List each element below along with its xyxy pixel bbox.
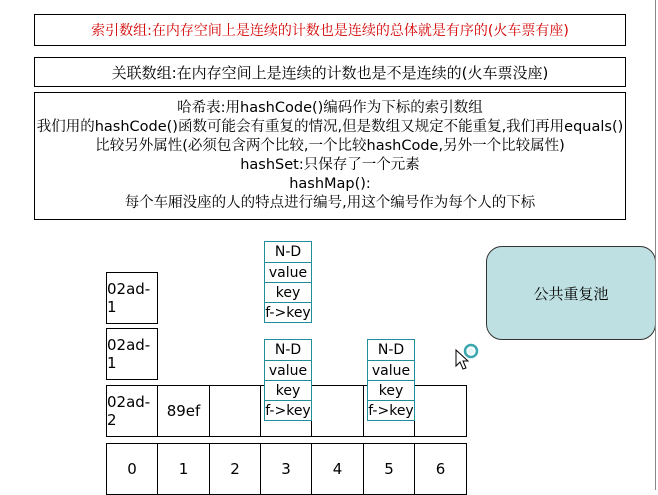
magnifier-cursor-icon (454, 342, 482, 372)
hash-table-line: 比较另外属性(必须包含两个比较,一个比较hashCode,另外一个比较属性) (95, 138, 565, 154)
entry-nd: N-D (264, 241, 312, 263)
entry-node-bucket-3 (264, 339, 312, 421)
hash-table-line: hashSet:只保存了一个元素 (240, 157, 420, 173)
hash-table-line: 每个车厢没座的人的特点进行编号,用这个编号作为每个人的下标 (124, 195, 536, 211)
associative-array-note: 关联数组:在内存空间上是连续的计数也是不是连续的(火车票没座) (34, 57, 626, 87)
index-cell-5: 5 (363, 443, 415, 495)
index-cell-1: 1 (157, 443, 210, 495)
entry-key: key (367, 381, 415, 401)
index-cell-6: 6 (414, 443, 467, 495)
bucket-cell-2 (209, 385, 261, 437)
index-cell-4: 4 (311, 443, 364, 495)
entry-nd: N-D (367, 339, 415, 361)
entry-key: key (264, 381, 312, 401)
entry-value: value (367, 361, 415, 381)
hash-table-line: 我们用的hashCode()函数可能会有重复的情况,但是数组又规定不能重复,我们再用equals() (36, 119, 624, 135)
index-cell-2: 2 (209, 443, 261, 495)
entry-node-bucket-5 (367, 339, 415, 421)
index-cell-3: 3 (260, 443, 312, 495)
entry-value: value (264, 263, 312, 283)
entry-fkey: f->key (367, 401, 415, 421)
entry-nd: N-D (264, 339, 312, 361)
index-cell-0: 0 (106, 443, 158, 495)
hash-table-line: hashMap(): (289, 176, 371, 192)
shared-duplicate-pool: 公共重复池 (486, 246, 656, 340)
bucket-cell-6 (414, 385, 467, 437)
stack-cell-top: 02ad-1 (106, 272, 158, 324)
hash-table-line: 哈希表:用hashCode()编码作为下标的索引数组 (177, 100, 483, 116)
entry-fkey: f->key (264, 401, 312, 421)
bucket-cell-1: 89ef (157, 385, 210, 437)
indexed-array-note: 索引数组:在内存空间上是连续的计数也是连续的总体就是有序的(火车票有座) (34, 14, 626, 46)
bucket-cell-4 (311, 385, 364, 437)
bucket-cell-0: 02ad-2 (106, 385, 158, 437)
entry-node-top (264, 241, 312, 323)
stack-cell-middle: 02ad-1 (106, 328, 158, 380)
entry-value: value (264, 361, 312, 381)
hash-table-note (34, 92, 626, 220)
entry-fkey: f->key (264, 303, 312, 323)
canvas-edge-divider (655, 0, 656, 490)
entry-key: key (264, 283, 312, 303)
